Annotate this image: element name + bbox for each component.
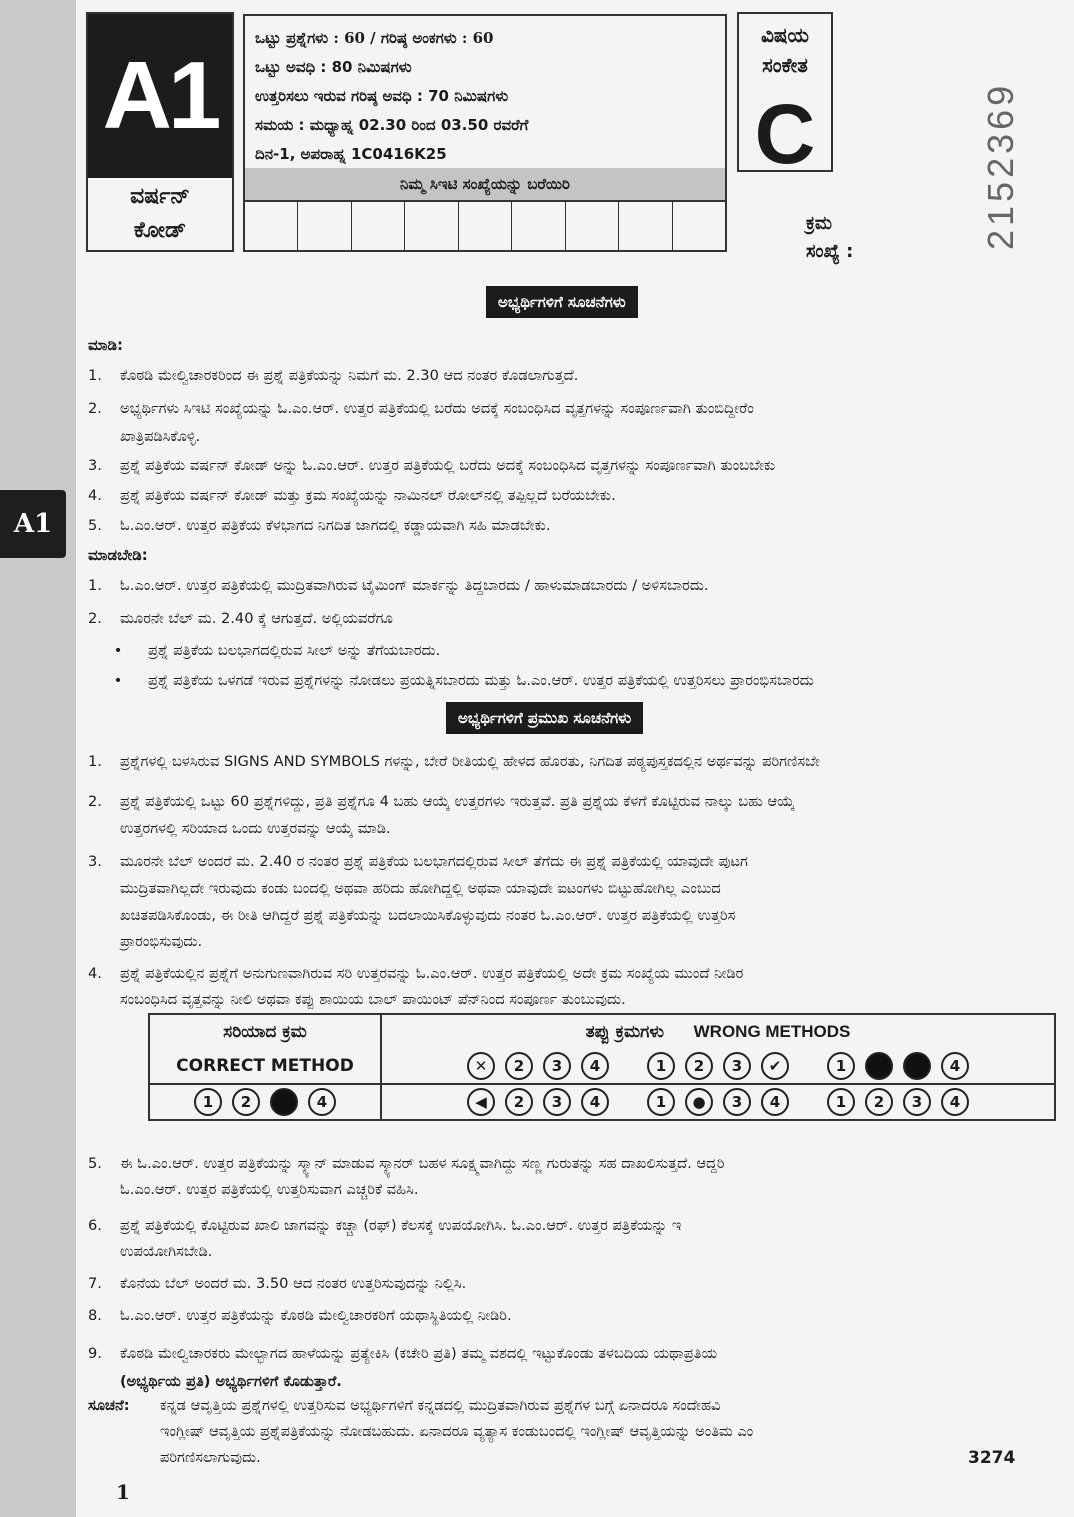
omr-bubble: 4: [581, 1052, 609, 1080]
left-margin-strip: [0, 0, 76, 1517]
cet-digit-box[interactable]: [673, 202, 725, 250]
dont-item: 2. ಮೂರನೇ ಬೆಲ್ ಮ. 2.40 ಕ್ಕೆ ಆಗುತ್ತದೆ. ಅಲ್ಲಿಯವರೆಗೂ: [88, 610, 393, 627]
main-item-text: ಈ ಓ.ಎಂ.ಆರ್. ಉತ್ತರ ಪತ್ರಿಕೆಯನ್ನು ಸ್ಕ್ಯಾನ್ ಮಾಡುವ ಸ್ಕ್ಯಾನರ್ ಬಹಳ ಸೂಕ್ಷ್ಮವಾಗಿದ್ದು ಸಣ್ಣ ಗುರುತನ್ನು ಸಹ ದಾಖಲಿಸುತ್ತದೆ. ಆದ್ದರಿ: [120, 1155, 725, 1172]
main-item-text: ಪ್ರಶ್ನೆ ಪತ್ರಿಕೆಯಲ್ಲಿ ಕೊಟ್ಟಿರುವ ಖಾಲಿ ಜಾಗವನ್ನು ಕಚ್ಚಾ (ರಫ್) ಕೆಲಸಕ್ಕೆ ಉಪಯೋಗಿಸಿ. ಓ.ಎಂ.ಆರ್. ಉತ್ತರ ಪತ್ರಿಕೆಯನ್ನು ಇ: [120, 1217, 682, 1234]
serial-number-label: [806, 210, 853, 266]
omr-bubble: 3: [723, 1052, 751, 1080]
omr-bubble-dot: ●: [685, 1088, 713, 1116]
main-item-cont: (ಅಭ್ಯರ್ಥಿಯ ಪ್ರತಿ) ಅಭ್ಯರ್ಥಿಗಳಿಗೆ ಕೊಡುತ್ತಾರೆ.: [120, 1373, 342, 1390]
main-item-text: ಮೂರನೇ ಬೆಲ್ ಅಂದರೆ ಮ. 2.40 ರ ನಂತರ ಪ್ರಶ್ನೆ ಪತ್ರಿಕೆಯ ಬಲಭಾಗದಲ್ಲಿರುವ ಸೀಲ್ ತೆಗೆದು ಈ ಪ್ರಶ್ನೆ ಪತ್ರಿಕೆಯಲ್ಲಿ ಯಾವುದೇ ಪುಟಗ: [120, 853, 748, 870]
note-label: ಸೂಚನೆ:: [88, 1397, 130, 1414]
correct-method-example: [149, 1084, 381, 1120]
omr-bubble: 2: [232, 1088, 260, 1116]
version-code-label: [88, 180, 232, 248]
subject-code-label: [739, 14, 831, 80]
omr-bubble: 3: [723, 1088, 751, 1116]
main-item-text: ಕೊನೆಯ ಬೆಲ್ ಅಂದರೆ ಮ. 3.50 ಆದ ನಂತರ ಉತ್ತರಿಸುವುದನ್ನು ನಿಲ್ಲಿಸಿ.: [120, 1275, 467, 1292]
dont-item: 1. ಓ.ಎಂ.ಆರ್. ಉತ್ತರ ಪತ್ರಿಕೆಯಲ್ಲಿ ಮುದ್ರಿತವಾಗಿರುವ ಟೈಮಿಂಗ್ ಮಾರ್ಕನ್ನು ತಿದ್ದಬಾರದು / ಹಾಳುಮಾಡಬಾರದು / ಅಳಿಸಬಾರದು.: [88, 577, 709, 594]
omr-bubble: 4: [581, 1088, 609, 1116]
main-item: 2. ಪ್ರಶ್ನೆ ಪತ್ರಿಕೆಯಲ್ಲಿ ಒಟ್ಟು 60 ಪ್ರಶ್ನೆಗಳಿದ್ದು, ಪ್ರತಿ ಪ್ರಶ್ನೆಗೂ 4 ಬಹು ಆಯ್ಕೆ ಉತ್ತರಗಳು ಇರುತ್ತವೆ. ಪ್ರತಿ ಪ್ರಶ್ನೆಯ ಕೆಳಗೆ ಕೊಟ್ಟಿರುವ ನಾಲ್ಕು ಬಹು ಆಯ್ಕೆ: [88, 793, 795, 810]
wrong-example-double: [822, 1052, 974, 1080]
omr-bubble: 3: [543, 1052, 571, 1080]
omr-bubble: 2: [685, 1052, 713, 1080]
footer-code: 3274: [968, 1448, 1016, 1468]
serial-label-line1: ಕ್ರಮ: [806, 213, 832, 234]
info-answer-duration: ಉತ್ತರಿಸಲು ಇರುವ ಗರಿಷ್ಠ ಅವಧಿ : 70 ನಿಮಿಷಗಳು: [255, 87, 509, 105]
omr-bubble: 1: [647, 1052, 675, 1080]
note-line: ಪರಿಗಣಿಸಲಾಗುವುದು.: [160, 1449, 261, 1466]
correct-method-en: CORRECT METHOD: [176, 1056, 354, 1076]
cet-digit-box[interactable]: [459, 202, 512, 250]
instructions-banner: ಅಭ್ಯರ್ಥಿಗಳಿಗೆ ಸೂಚನೆಗಳು: [486, 286, 638, 318]
omr-bubble: 2: [505, 1088, 533, 1116]
wrong-methods-row2: [382, 1085, 1054, 1119]
omr-bubble: 4: [308, 1088, 336, 1116]
wrong-example-tick: [642, 1052, 794, 1080]
wrong-methods-row1: [382, 1049, 1054, 1083]
omr-bubble-ticked: ✔: [761, 1052, 789, 1080]
wrong-methods-row2-cell: [381, 1084, 1055, 1120]
omr-bubble: 2: [865, 1088, 893, 1116]
version-code: A1: [88, 14, 232, 178]
info-total-questions: ಒಟ್ಟು ಪ್ರಶ್ನೆಗಳು : 60 / ಗರಿಷ್ಠ ಅಂಕಗಳು : 60: [255, 29, 494, 47]
info-day-code: ದಿನ-1, ಅಪರಾಹ್ನ 1C0416K25: [255, 145, 447, 163]
omr-bubble-filled: [270, 1088, 298, 1116]
subject-label-line2: ಸಂಕೇತ: [762, 53, 808, 77]
wrong-example-faint: [822, 1088, 974, 1116]
do-item: 5. ಓ.ಎಂ.ಆರ್. ಉತ್ತರ ಪತ್ರಿಕೆಯ ಕೆಳಭಾಗದ ನಿಗದಿತ ಜಾಗದಲ್ಲಿ ಕಡ್ಡಾಯವಾಗಿ ಸಹಿ ಮಾಡಬೇಕು.: [88, 517, 551, 534]
main-item: 5. ಈ ಓ.ಎಂ.ಆರ್. ಉತ್ತರ ಪತ್ರಿಕೆಯನ್ನು ಸ್ಕ್ಯಾನ್ ಮಾಡುವ ಸ್ಕ್ಯಾನರ್ ಬಹಳ ಸೂಕ್ಷ್ಮವಾಗಿದ್ದು ಸಣ್ಣ ಗುರುತನ್ನು ಸಹ ದಾಖಲಿಸುತ್ತದೆ. ಆದ್ದರಿ: [88, 1155, 725, 1172]
omr-methods-table: [148, 1013, 1056, 1121]
main-item-text: ಪ್ರಶ್ನೆಗಳಲ್ಲಿ ಬಳಸಿರುವ SIGNS AND SYMBOLS ಗಳನ್ನು, ಬೇರೆ ರೀತಿಯಲ್ಲಿ ಹೇಳದ ಹೊರತು, ನಿಗದಿತ ಪಠ್ಯಪುಸ್ತಕದಲ್ಲಿನ ಅರ್ಥವನ್ನು ಪರಿಗಣಿಸಬೇ: [120, 753, 820, 770]
subject-label-line1: ವಿಷಯ: [761, 23, 809, 47]
wrong-methods-cell: [381, 1014, 1055, 1084]
do-item-text: ಅಭ್ಯರ್ಥಿಗಳು ಸಿಇಟಿ ಸಂಖ್ಯೆಯನ್ನು ಓ.ಎಂ.ಆರ್. ಉತ್ತರ ಪತ್ರಿಕೆಯಲ್ಲಿ ಬರೆದು ಅದಕ್ಕೆ ಸಂಬಂಧಿಸಿದ ವೃತ್ತಗಳನ್ನು ಸಂಪೂರ್ಣವಾಗಿ ತುಂಬಿದ್ದೀರೆಂ: [120, 400, 754, 417]
main-item-cont: ಪ್ರಾರಂಭಿಸುವುದು.: [120, 933, 203, 950]
omr-bubble: 4: [941, 1088, 969, 1116]
cet-digit-box[interactable]: [512, 202, 565, 250]
dont-bullet-text: ಪ್ರಶ್ನೆ ಪತ್ರಿಕೆಯ ಬಲಭಾಗದಲ್ಲಿರುವ ಸೀಲ್ ಅನ್ನು ತೆಗೆಯಬಾರದು.: [148, 642, 441, 659]
main-item: 1. ಪ್ರಶ್ನೆಗಳಲ್ಲಿ ಬಳಸಿರುವ SIGNS AND SYMBOLS ಗಳನ್ನು, ಬೇರೆ ರೀತಿಯಲ್ಲಿ ಹೇಳದ ಹೊರತು, ನಿಗದಿತ ಪಠ್ಯಪುಸ್ತಕದಲ್ಲಿನ ಅರ್ಥವನ್ನು ಪರಿಗಣಿಸಬೇ: [88, 753, 820, 770]
do-item-cont: ಖಾತ್ರಿಪಡಿಸಿಕೊಳ್ಳಿ.: [120, 428, 201, 445]
wrong-methods-en: WRONG METHODS: [693, 1022, 851, 1041]
do-item: 2. ಅಭ್ಯರ್ಥಿಗಳು ಸಿಇಟಿ ಸಂಖ್ಯೆಯನ್ನು ಓ.ಎಂ.ಆರ್. ಉತ್ತರ ಪತ್ರಿಕೆಯಲ್ಲಿ ಬರೆದು ಅದಕ್ಕೆ ಸಂಬಂಧಿಸಿದ ವೃತ್ತಗಳನ್ನು ಸಂಪೂರ್ಣವಾಗಿ ತುಂಬಿದ್ದೀರೆಂ: [88, 400, 754, 417]
main-item-cont: ಖಚಿತಪಡಿಸಿಕೊಂಡು, ಈ ರೀತಿ ಆಗಿದ್ದರೆ ಪ್ರಶ್ನೆ ಪತ್ರಿಕೆಯನ್ನು ಬದಲಾಯಿಸಿಕೊಳ್ಳುವುದು ನಂತರ ಓ.ಎಂ.ಆರ್. ಉತ್ತರ ಪತ್ರಿಕೆಯಲ್ಲಿ ಉತ್ತರಿಸ: [120, 907, 736, 924]
main-item: 6. ಪ್ರಶ್ನೆ ಪತ್ರಿಕೆಯಲ್ಲಿ ಕೊಟ್ಟಿರುವ ಖಾಲಿ ಜಾಗವನ್ನು ಕಚ್ಚಾ (ರಫ್) ಕೆಲಸಕ್ಕೆ ಉಪಯೋಗಿಸಿ. ಓ.ಎಂ.ಆರ್. ಉತ್ತರ ಪತ್ರಿಕೆಯನ್ನು ಇ: [88, 1217, 682, 1234]
main-item-text: ಕೊಠಡಿ ಮೇಲ್ವಿಚಾರಕರು ಮೇಲ್ಭಾಗದ ಹಾಳೆಯನ್ನು ಪ್ರತ್ಯೇಕಿಸಿ (ಕಚೇರಿ ಪ್ರತಿ) ತಮ್ಮ ವಶದಲ್ಲಿ ಇಟ್ಟುಕೊಂಡು ತಳಬದಿಯ ಯಥಾಪ್ರತಿಯ: [120, 1345, 718, 1362]
main-item: 8. ಓ.ಎಂ.ಆರ್. ಉತ್ತರ ಪತ್ರಿಕೆಯನ್ನು ಕೊಠಡಿ ಮೇಲ್ವಿಚಾರಕರಿಗೆ ಯಥಾಸ್ಥಿತಿಯಲ್ಲಿ ನೀಡಿರಿ.: [88, 1307, 512, 1324]
omr-bubble: 1: [647, 1088, 675, 1116]
omr-bubble: 4: [941, 1052, 969, 1080]
version-label-line1: ವರ್ಷನ್: [130, 184, 190, 209]
correct-method-cell: [149, 1014, 381, 1084]
cet-digit-box[interactable]: [245, 202, 298, 250]
version-label-line2: ಕೋಡ್: [133, 218, 187, 243]
do-item: 3. ಪ್ರಶ್ನೆ ಪತ್ರಿಕೆಯ ವರ್ಷನ್ ಕೋಡ್ ಅನ್ನು ಓ.ಎಂ.ಆರ್. ಉತ್ತರ ಪತ್ರಿಕೆಯಲ್ಲಿ ಬರೆದು ಅದಕ್ಕೆ ಸಂಬಂಧಿಸಿದ ವೃತ್ತಗಳನ್ನು ಸಂಪೂರ್ಣವಾಗಿ ತುಂಬಬೇಕು: [88, 457, 776, 474]
cet-digit-box[interactable]: [298, 202, 351, 250]
cet-digit-box[interactable]: [619, 202, 672, 250]
wrong-example-cross: [462, 1052, 614, 1080]
omr-bubble-filled: [903, 1052, 931, 1080]
correct-bubbles: [150, 1085, 380, 1119]
wrong-methods-heading: [382, 1015, 1054, 1049]
main-item-cont: ಸಂಬಂಧಿಸಿದ ವೃತ್ತವನ್ನು ನೀಲಿ ಅಥವಾ ಕಪ್ಪು ಶಾಯಿಯ ಬಾಲ್ ಪಾಯಿಂಟ್ ಪೆನ್‌ನಿಂದ ಸಂಪೂರ್ಣ ತುಂಬುವುದು.: [120, 991, 626, 1008]
main-item-text: ಪ್ರಶ್ನೆ ಪತ್ರಿಕೆಯಲ್ಲಿನ ಪ್ರಶ್ನೆಗೆ ಅನುಗುಣವಾಗಿರುವ ಸರಿ ಉತ್ತರವನ್ನು ಓ.ಎಂ.ಆರ್. ಉತ್ತರ ಪತ್ರಿಕೆಯಲ್ಲಿ ಅದೇ ಕ್ರಮ ಸಂಖ್ಯೆಯ ಮುಂದೆ ನೀಡಿರ: [120, 965, 744, 982]
dont-bullet-text: ಪ್ರಶ್ನೆ ಪತ್ರಿಕೆಯ ಒಳಗಡೆ ಇರುವ ಪ್ರಶ್ನೆಗಳನ್ನು ನೋಡಲು ಪ್ರಯತ್ನಿಸಬಾರದು ಮತ್ತು ಓ.ಎಂ.ಆರ್. ಉತ್ತರ ಪತ್ರಿಕೆಯಲ್ಲಿ ಉತ್ತರಿಸಲು ಪ್ರಾರಂಭಿಸಬಾರದು: [148, 672, 814, 689]
main-item-text: ಓ.ಎಂ.ಆರ್. ಉತ್ತರ ಪತ್ರಿಕೆಯನ್ನು ಕೊಠಡಿ ಮೇಲ್ವಿಚಾರಕರಿಗೆ ಯಥಾಸ್ಥಿತಿಯಲ್ಲಿ ನೀಡಿರಿ.: [120, 1307, 512, 1324]
do-item-text: ಪ್ರಶ್ನೆ ಪತ್ರಿಕೆಯ ವರ್ಷನ್ ಕೋಡ್ ಅನ್ನು ಓ.ಎಂ.ಆರ್. ಉತ್ತರ ಪತ್ರಿಕೆಯಲ್ಲಿ ಬರೆದು ಅದಕ್ಕೆ ಸಂಬಂಧಿಸಿದ ವೃತ್ತಗಳನ್ನು ಸಂಪೂರ್ಣವಾಗಿ ತುಂಬಬೇಕು: [120, 457, 776, 474]
subject-code-box: [737, 12, 833, 181]
dont-item-text: ಮೂರನೇ ಬೆಲ್ ಮ. 2.40 ಕ್ಕೆ ಆಗುತ್ತದೆ. ಅಲ್ಲಿಯವರೆಗೂ: [120, 610, 393, 627]
page-number: 1: [116, 1480, 130, 1504]
version-side-tab: A1: [0, 490, 66, 558]
omr-bubble-filled: [865, 1052, 893, 1080]
main-item-cont: ಉತ್ತರಗಳಲ್ಲಿ ಸರಿಯಾದ ಒಂದು ಉತ್ತರವನ್ನು ಆಯ್ಕೆ ಮಾಡಿ.: [120, 820, 391, 837]
correct-method-kn: ಸರಿಯಾದ ಕ್ರಮ: [223, 1022, 307, 1042]
dont-heading: ಮಾಡಬೇಡಿ:: [88, 546, 148, 564]
serial-number: 2152369: [980, 81, 1021, 250]
subject-code: C: [754, 87, 816, 181]
omr-bubble: 1: [827, 1088, 855, 1116]
main-item-cont: ಮುದ್ರಿತವಾಗಿಲ್ಲದೇ ಇರುವುದು ಕಂಡು ಬಂದಲ್ಲಿ ಅಥವಾ ಹರಿದು ಹೋಗಿದ್ದಲ್ಲಿ ಅಥವಾ ಯಾವುದೇ ಐಟಂಗಳು ಬಿಟ್ಟುಹೋಗಿಲ್ಲ ಎಂಬುದ: [120, 880, 721, 897]
wrong-example-dot: [642, 1088, 794, 1116]
main-item-cont: ಓ.ಎಂ.ಆರ್. ಉತ್ತರ ಪತ್ರಿಕೆಯಲ್ಲಿ ಉತ್ತರಿಸುವಾಗ ಎಚ್ಚರಿಕೆ ವಹಿಸಿ.: [120, 1181, 419, 1198]
main-item: 7. ಕೊನೆಯ ಬೆಲ್ ಅಂದರೆ ಮ. 3.50 ಆದ ನಂತರ ಉತ್ತರಿಸುವುದನ್ನು ನಿಲ್ಲಿಸಿ.: [88, 1275, 467, 1292]
info-time: ಸಮಯ : ಮಧ್ಯಾಹ್ನ 02.30 ರಿಂದ 03.50 ರವರೆಗೆ: [255, 116, 529, 134]
omr-bubble-partial: ◀: [467, 1088, 495, 1116]
do-item-text: ಓ.ಎಂ.ಆರ್. ಉತ್ತರ ಪತ್ರಿಕೆಯ ಕೆಳಭಾಗದ ನಿಗದಿತ ಜಾಗದಲ್ಲಿ ಕಡ್ಡಾಯವಾಗಿ ಸಹಿ ಮಾಡಬೇಕು.: [120, 517, 551, 534]
important-instructions-banner: ಅಭ್ಯರ್ಥಿಗಳಿಗೆ ಪ್ರಮುಖ ಸೂಚನೆಗಳು: [446, 702, 643, 734]
main-item-cont: ಉಪಯೋಗಿಸಬೇಡಿ.: [120, 1243, 213, 1260]
omr-bubble: 3: [543, 1088, 571, 1116]
wrong-example-partial: [462, 1088, 614, 1116]
omr-bubble: 2: [505, 1052, 533, 1080]
main-item: 9. ಕೊಠಡಿ ಮೇಲ್ವಿಚಾರಕರು ಮೇಲ್ಭಾಗದ ಹಾಳೆಯನ್ನು ಪ್ರತ್ಯೇಕಿಸಿ (ಕಚೇರಿ ಪ್ರತಿ) ತಮ್ಮ ವಶದಲ್ಲಿ ಇಟ್ಟುಕೊಂಡು ತಳಬದಿಯ ಯಥಾಪ್ರತಿಯ: [88, 1345, 718, 1362]
omr-bubble: 1: [194, 1088, 222, 1116]
do-item: 1. ಕೊಠಡಿ ಮೇಲ್ವಿಚಾರಕರಿಂದ ಈ ಪ್ರಶ್ನೆ ಪತ್ರಿಕೆಯನ್ನು ನಿಮಗೆ ಮ. 2.30 ಆದ ನಂತರ ಕೊಡಲಾಗುತ್ತದೆ.: [88, 367, 579, 384]
main-item: 3. ಮೂರನೇ ಬೆಲ್ ಅಂದರೆ ಮ. 2.40 ರ ನಂತರ ಪ್ರಶ್ನೆ ಪತ್ರಿಕೆಯ ಬಲಭಾಗದಲ್ಲಿರುವ ಸೀಲ್ ತೆಗೆದು ಈ ಪ್ರಶ್ನೆ ಪತ್ರಿಕೆಯಲ್ಲಿ ಯಾವುದೇ ಪುಟಗ: [88, 853, 748, 870]
do-heading: ಮಾಡಿ:: [88, 336, 124, 354]
version-code-box: [86, 12, 234, 252]
exam-info-box: [243, 14, 727, 170]
cet-number-boxes[interactable]: [243, 202, 727, 252]
cet-digit-box[interactable]: [352, 202, 405, 250]
main-item-text: ಪ್ರಶ್ನೆ ಪತ್ರಿಕೆಯಲ್ಲಿ ಒಟ್ಟು 60 ಪ್ರಶ್ನೆಗಳಿದ್ದು, ಪ್ರತಿ ಪ್ರಶ್ನೆಗೂ 4 ಬಹು ಆಯ್ಕೆ ಉತ್ತರಗಳು ಇರುತ್ತವೆ. ಪ್ರತಿ ಪ್ರಶ್ನೆಯ ಕೆಳಗೆ ಕೊಟ್ಟಿರುವ ನಾಲ್ಕು ಬಹು ಆಯ್ಕೆ: [120, 793, 795, 810]
do-item: 4. ಪ್ರಶ್ನೆ ಪತ್ರಿಕೆಯ ವರ್ಷನ್ ಕೋಡ್ ಮತ್ತು ಕ್ರಮ ಸಂಖ್ಯೆಯನ್ನು ನಾಮಿನಲ್ ರೋಲ್‌ನಲ್ಲಿ ತಪ್ಪಿಲ್ಲದೆ ಬರೆಯಬೇಕು.: [88, 487, 616, 504]
cet-digit-box[interactable]: [566, 202, 619, 250]
wrong-methods-kn: ತಪ್ಪು ಕ್ರಮಗಳು: [585, 1022, 665, 1042]
omr-bubble-crossed: ✕: [467, 1052, 495, 1080]
dont-item-text: ಓ.ಎಂ.ಆರ್. ಉತ್ತರ ಪತ್ರಿಕೆಯಲ್ಲಿ ಮುದ್ರಿತವಾಗಿರುವ ಟೈಮಿಂಗ್ ಮಾರ್ಕನ್ನು ತಿದ್ದಬಾರದು / ಹಾಳುಮಾಡಬಾರದು / ಅಳಿಸಬಾರದು.: [120, 577, 709, 594]
note-line: ಕನ್ನಡ ಆವೃತ್ತಿಯ ಪ್ರಶ್ನೆಗಳಲ್ಲಿ ಉತ್ತರಿಸುವ ಅಭ್ಯರ್ಥಿಗಳಿಗೆ ಕನ್ನಡದಲ್ಲಿ ಮುದ್ರಿತವಾಗಿರುವ ಪ್ರಶ್ನೆಗಳ ಬಗ್ಗೆ ಏನಾದರೂ ಸಂದೇಹವಿ: [160, 1397, 721, 1414]
cet-number-label: ನಿಮ್ಮ ಸಿಇಟಿ ಸಂಖ್ಯೆಯನ್ನು ಬರೆಯಿರಿ: [243, 168, 727, 202]
main-item: 4. ಪ್ರಶ್ನೆ ಪತ್ರಿಕೆಯಲ್ಲಿನ ಪ್ರಶ್ನೆಗೆ ಅನುಗುಣವಾಗಿರುವ ಸರಿ ಉತ್ತರವನ್ನು ಓ.ಎಂ.ಆರ್. ಉತ್ತರ ಪತ್ರಿಕೆಯಲ್ಲಿ ಅದೇ ಕ್ರಮ ಸಂಖ್ಯೆಯ ಮುಂದೆ ನೀಡಿರ: [88, 965, 744, 982]
note-line: ಇಂಗ್ಲೀಷ್ ಆವೃತ್ತಿಯ ಪ್ರಶ್ನೆಪತ್ರಿಕೆಯನ್ನು ನೋಡಬಹುದು. ಏನಾದರೂ ವ್ಯತ್ಯಾಸ ಕಂಡುಬಂದಲ್ಲಿ ಇಂಗ್ಲೀಷ್ ಆವೃತ್ತಿಯನ್ನು ಅಂತಿಮ ಎಂ: [160, 1423, 754, 1440]
omr-bubble: 4: [761, 1088, 789, 1116]
omr-bubble: 1: [827, 1052, 855, 1080]
do-item-text: ಪ್ರಶ್ನೆ ಪತ್ರಿಕೆಯ ವರ್ಷನ್ ಕೋಡ್ ಮತ್ತು ಕ್ರಮ ಸಂಖ್ಯೆಯನ್ನು ನಾಮಿನಲ್ ರೋಲ್‌ನಲ್ಲಿ ತಪ್ಪಿಲ್ಲದೆ ಬರೆಯಬೇಕು.: [120, 487, 616, 504]
dont-bullet: • ಪ್ರಶ್ನೆ ಪತ್ರಿಕೆಯ ಒಳಗಡೆ ಇರುವ ಪ್ರಶ್ನೆಗಳನ್ನು ನೋಡಲು ಪ್ರಯತ್ನಿಸಬಾರದು ಮತ್ತು ಓ.ಎಂ.ಆರ್. ಉತ್ತರ ಪತ್ರಿಕೆಯಲ್ಲಿ ಉತ್ತರಿಸಲು ಪ್ರಾರಂಭಿಸಬಾರದು: [113, 672, 814, 689]
do-item-text: ಕೊಠಡಿ ಮೇಲ್ವಿಚಾರಕರಿಂದ ಈ ಪ್ರಶ್ನೆ ಪತ್ರಿಕೆಯನ್ನು ನಿಮಗೆ ಮ. 2.30 ಆದ ನಂತರ ಕೊಡಲಾಗುತ್ತದೆ.: [120, 367, 579, 384]
dont-bullet: • ಪ್ರಶ್ನೆ ಪತ್ರಿಕೆಯ ಬಲಭಾಗದಲ್ಲಿರುವ ಸೀಲ್ ಅನ್ನು ತೆಗೆಯಬಾರದು.: [113, 642, 441, 659]
omr-bubble: 3: [903, 1088, 931, 1116]
serial-label-line2: ಸಂಖ್ಯೆ :: [806, 241, 854, 262]
cet-digit-box[interactable]: [405, 202, 458, 250]
info-total-duration: ಒಟ್ಟು ಅವಧಿ : 80 ನಿಮಿಷಗಳು: [255, 58, 412, 76]
